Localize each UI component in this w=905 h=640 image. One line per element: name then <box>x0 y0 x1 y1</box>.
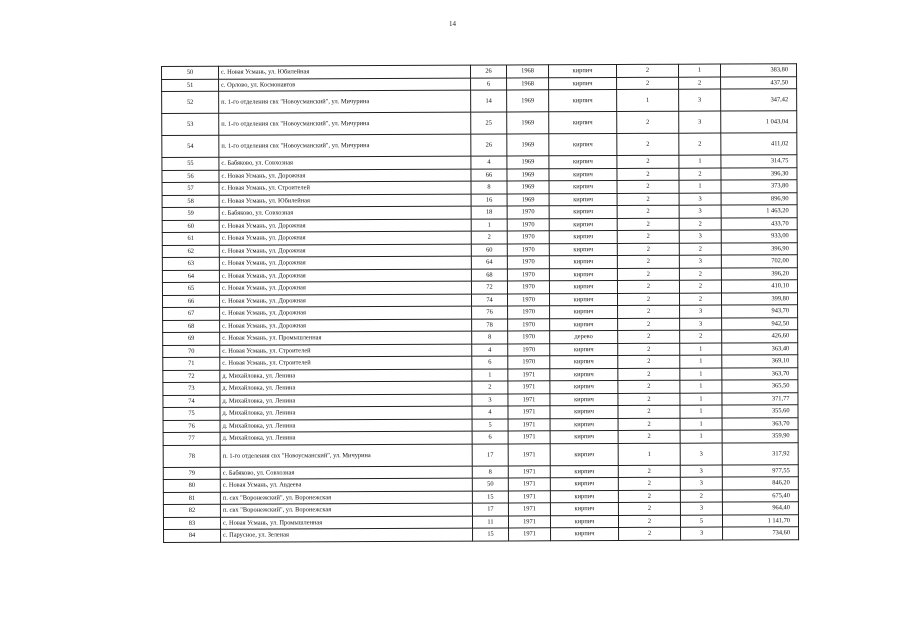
row-number-cell: 61 <box>162 232 219 245</box>
year-cell: 1970 <box>507 243 549 256</box>
entrances-cell: 3 <box>679 230 721 243</box>
area-cell: 399,80 <box>721 292 797 305</box>
area-cell: 363,70 <box>722 417 798 430</box>
house-number-cell: 15 <box>473 528 509 541</box>
area-cell: 363,40 <box>722 342 798 355</box>
row-number-cell: 59 <box>162 207 219 220</box>
address-cell: с. Новая Усмань, ул. Строителей <box>220 356 472 370</box>
address-cell: с. Новая Усмань, ул. Дорожная <box>219 244 471 258</box>
row-number-cell: 55 <box>162 157 219 170</box>
entrances-cell: 3 <box>680 305 722 318</box>
floors-cell: 2 <box>617 193 679 206</box>
area-cell: 1 463,20 <box>721 205 797 218</box>
area-cell: 964,40 <box>722 502 798 515</box>
material-cell: кирпич <box>549 293 617 306</box>
row-number-cell: 58 <box>162 195 219 208</box>
year-cell: 1970 <box>507 206 549 219</box>
floors-cell: 2 <box>617 280 679 293</box>
year-cell: 1970 <box>507 268 549 281</box>
entrances-cell: 1 <box>679 155 721 168</box>
house-number-cell: 2 <box>472 381 508 394</box>
house-number-cell: 26 <box>471 134 507 156</box>
material-cell: кирпич <box>551 528 619 541</box>
material-cell: кирпич <box>550 503 618 516</box>
entrances-cell: 3 <box>680 477 722 490</box>
year-cell: 1971 <box>508 490 550 503</box>
floors-cell: 2 <box>618 502 680 515</box>
house-number-cell: 8 <box>472 465 508 478</box>
address-cell: с. Новая Усмань, ул. Промышленная <box>220 331 472 345</box>
year-cell: 1971 <box>508 515 550 528</box>
area-cell: 363,70 <box>722 367 798 380</box>
address-cell: д. Михайловка, ул. Ленина <box>220 394 472 408</box>
area-cell: 734,60 <box>723 527 799 540</box>
year-cell: 1970 <box>508 306 550 319</box>
address-cell: с. Бабяково, ул. Совхозная <box>219 206 471 220</box>
row-number-cell: 50 <box>162 66 219 79</box>
row-number-cell: 57 <box>162 182 219 195</box>
area-cell: 369,10 <box>722 355 798 368</box>
entrances-cell: 3 <box>680 318 722 331</box>
row-number-cell: 83 <box>163 517 220 530</box>
row-number-cell: 69 <box>163 332 220 345</box>
entrances-cell: 2 <box>679 218 721 231</box>
house-number-cell: 4 <box>471 156 507 169</box>
area-cell: 359,90 <box>722 430 798 443</box>
entrances-cell: 3 <box>679 255 721 268</box>
floors-cell: 2 <box>618 490 680 503</box>
house-number-cell: 26 <box>470 65 506 78</box>
floors-cell: 2 <box>617 293 679 306</box>
house-number-cell: 68 <box>471 268 507 281</box>
row-number-cell: 52 <box>162 91 219 113</box>
area-cell: 437,50 <box>721 76 797 89</box>
row-number-cell: 66 <box>162 295 219 308</box>
year-cell: 1970 <box>507 281 549 294</box>
floors-cell: 2 <box>618 343 680 356</box>
house-number-cell: 14 <box>471 90 507 112</box>
house-number-cell: 3 <box>472 393 508 406</box>
year-cell: 1970 <box>508 331 550 344</box>
area-cell: 410,10 <box>721 280 797 293</box>
year-cell: 1970 <box>507 231 549 244</box>
entrances-cell: 2 <box>679 280 721 293</box>
house-number-cell: 74 <box>471 293 507 306</box>
material-cell: кирпич <box>549 206 617 219</box>
area-cell: 383,80 <box>720 64 796 77</box>
house-number-cell: 18 <box>471 206 507 219</box>
address-cell: с. Новая Усмань, ул. Дорожная <box>219 169 471 183</box>
material-cell: кирпич <box>550 356 618 369</box>
entrances-cell: 2 <box>679 168 721 181</box>
table-body <box>162 64 799 542</box>
address-cell: с. Новая Усмань, ул. Авдеева <box>220 478 472 492</box>
entrances-cell: 3 <box>679 193 721 206</box>
entrances-cell: 2 <box>680 490 722 503</box>
address-cell: с. Новая Усмань, ул. Дорожная <box>220 319 472 333</box>
address-cell: п. 1-го отделения свх "Новоусманский", ул. Мичурина <box>219 134 471 157</box>
entrances-cell: 1 <box>680 393 722 406</box>
house-number-cell: 17 <box>472 503 508 516</box>
row-number-cell: 76 <box>163 420 220 433</box>
address-cell: с. Орлово, ул. Космонавтов <box>219 78 471 92</box>
row-number-cell: 53 <box>162 113 219 135</box>
row-number-cell: 81 <box>163 492 220 505</box>
area-cell: 396,30 <box>721 167 797 180</box>
area-cell: 373,80 <box>721 180 797 193</box>
area-cell: 896,90 <box>721 192 797 205</box>
year-cell: 1970 <box>507 256 549 269</box>
area-cell: 396,20 <box>721 267 797 280</box>
material-cell: кирпич <box>550 490 618 503</box>
house-number-cell: 5 <box>472 418 508 431</box>
year-cell: 1971 <box>508 406 550 419</box>
house-number-cell: 4 <box>472 406 508 419</box>
year-cell: 1971 <box>508 418 550 431</box>
material-cell: кирпич <box>549 256 617 269</box>
house-number-cell: 2 <box>471 231 507 244</box>
floors-cell: 2 <box>618 477 680 490</box>
material-cell: кирпич <box>550 515 618 528</box>
house-number-cell: 6 <box>472 356 508 369</box>
entrances-cell: 3 <box>679 205 721 218</box>
address-cell: с. Новая Усмань, ул. Дорожная <box>219 256 471 270</box>
address-cell: с. Новая Усмань, ул. Дорожная <box>219 231 471 245</box>
row-number-cell: 75 <box>163 407 220 420</box>
address-cell: п. 1-го отделения свх "Новоусманский", ул. Мичурина <box>219 90 471 113</box>
material-cell: кирпич <box>550 393 618 406</box>
floors-cell: 1 <box>618 443 680 465</box>
material-cell: кирпич <box>550 318 618 331</box>
floors-cell: 2 <box>617 205 679 218</box>
material-cell: кирпич <box>550 465 618 478</box>
row-number-cell: 51 <box>162 79 219 92</box>
material-cell: кирпич <box>550 478 618 491</box>
address-cell: с. Новая Усмань, ул. Дорожная <box>219 219 471 233</box>
entrances-cell: 2 <box>679 77 721 90</box>
address-cell: д. Михайловка, ул. Ленина <box>220 431 472 445</box>
area-cell: 317,92 <box>722 442 798 464</box>
floors-cell: 2 <box>617 111 679 133</box>
year-cell: 1970 <box>508 343 550 356</box>
year-cell: 1968 <box>506 65 548 78</box>
year-cell: 1971 <box>508 503 550 516</box>
entrances-cell: 1 <box>680 430 722 443</box>
floors-cell: 2 <box>617 268 679 281</box>
material-cell: кирпич <box>549 134 617 156</box>
row-number-cell: 84 <box>164 529 221 542</box>
row-number-cell: 71 <box>163 357 220 370</box>
year-cell: 1969 <box>507 134 549 156</box>
house-number-cell: 17 <box>472 443 508 465</box>
entrances-cell: 3 <box>680 465 722 478</box>
material-cell: кирпич <box>549 231 617 244</box>
address-cell: с. Бабяково, ул. Совхозная <box>219 156 471 170</box>
floors-cell: 2 <box>618 355 680 368</box>
house-number-cell: 25 <box>471 112 507 134</box>
floors-cell: 2 <box>618 318 680 331</box>
house-number-cell: 16 <box>471 193 507 206</box>
area-cell: 411,02 <box>721 133 797 155</box>
year-cell: 1971 <box>508 431 550 444</box>
table-row <box>162 111 797 136</box>
address-cell: с. Бабяково, ул. Совхозная <box>220 466 472 480</box>
address-cell: д. Михайловка, ул. Ленина <box>220 419 472 433</box>
entrances-cell: 1 <box>678 64 720 77</box>
row-number-cell: 82 <box>163 504 220 517</box>
floors-cell: 2 <box>618 305 680 318</box>
year-cell: 1971 <box>508 478 550 491</box>
floors-cell: 2 <box>617 77 679 90</box>
year-cell: 1970 <box>508 356 550 369</box>
floors-cell: 2 <box>618 418 680 431</box>
address-cell: с. Новая Усмань, ул. Промышленная <box>220 516 472 530</box>
table-row <box>164 527 799 542</box>
entrances-cell: 1 <box>680 380 722 393</box>
entrances-cell: 1 <box>680 343 722 356</box>
page-number: 14 <box>449 20 456 28</box>
entrances-cell: 1 <box>680 355 722 368</box>
row-number-cell: 63 <box>162 257 219 270</box>
floors-cell: 2 <box>618 405 680 418</box>
entrances-cell: 1 <box>680 418 722 431</box>
floors-cell: 2 <box>618 465 680 478</box>
row-number-cell: 62 <box>162 245 219 258</box>
area-cell: 355,60 <box>722 405 798 418</box>
material-cell: кирпич <box>550 343 618 356</box>
year-cell: 1969 <box>507 112 549 134</box>
address-cell: д. Михайловка, ул. Ленина <box>220 381 472 395</box>
row-number-cell: 70 <box>163 345 220 358</box>
area-cell: 396,90 <box>721 242 797 255</box>
row-number-cell: 74 <box>163 395 220 408</box>
area-cell: 365,50 <box>722 380 798 393</box>
year-cell: 1969 <box>507 156 549 169</box>
year-cell: 1970 <box>507 293 549 306</box>
floors-cell: 2 <box>618 393 680 406</box>
floors-cell: 2 <box>617 133 679 155</box>
floors-cell: 2 <box>617 155 679 168</box>
address-cell: с. Парусное, ул. Зеленая <box>221 528 473 542</box>
table-row <box>162 89 797 114</box>
year-cell: 1969 <box>507 90 549 112</box>
area-cell: 347,42 <box>721 89 797 111</box>
entrances-cell: 2 <box>680 330 722 343</box>
entrances-cell: 3 <box>679 111 721 133</box>
row-number-cell: 72 <box>163 370 220 383</box>
material-cell: кирпич <box>550 368 618 381</box>
year-cell: 1971 <box>509 528 551 541</box>
material-cell: кирпич <box>549 268 617 281</box>
entrances-cell: 2 <box>679 268 721 281</box>
entrances-cell: 2 <box>679 293 721 306</box>
material-cell: кирпич <box>550 306 618 319</box>
area-cell: 702,00 <box>721 255 797 268</box>
floors-cell: 2 <box>616 64 678 77</box>
material-cell: кирпич <box>549 156 617 169</box>
address-cell: с. Новая Усмань, ул. Дорожная <box>219 269 471 283</box>
table-row <box>162 133 797 158</box>
floors-cell: 1 <box>617 89 679 111</box>
year-cell: 1970 <box>508 318 550 331</box>
address-cell: с. Новая Усмань, ул. Строителей <box>220 344 472 358</box>
floors-cell: 2 <box>617 255 679 268</box>
floors-cell: 2 <box>618 380 680 393</box>
house-number-cell: 76 <box>472 306 508 319</box>
area-cell: 1 141,70 <box>722 514 798 527</box>
address-cell: п. свх "Воронежский", ул. Воронежская <box>220 503 472 517</box>
address-cell: п. 1-го отделения свх "Новоусманский", ул. Мичурина <box>220 444 472 467</box>
address-cell: п. 1-го отделения свх "Новоусманский", ул. Мичурина <box>219 112 471 135</box>
table-row <box>163 442 798 467</box>
entrances-cell: 5 <box>680 515 722 528</box>
area-cell: 977,55 <box>722 464 798 477</box>
address-cell: с. Новая Усмань, ул. Дорожная <box>219 294 471 308</box>
material-cell: кирпич <box>549 181 617 194</box>
entrances-cell: 3 <box>681 527 723 540</box>
floors-cell: 2 <box>617 180 679 193</box>
house-number-cell: 60 <box>471 243 507 256</box>
address-cell: с. Новая Усмань, ул. Юбилейная <box>219 65 471 79</box>
area-cell: 933,00 <box>721 230 797 243</box>
row-number-cell: 79 <box>163 467 220 480</box>
year-cell: 1971 <box>508 443 550 465</box>
entrances-cell: 1 <box>680 405 722 418</box>
address-cell: п. свх "Воронежский", ул. Воронежская <box>220 491 472 505</box>
house-number-cell: 72 <box>471 281 507 294</box>
house-number-cell: 6 <box>472 431 508 444</box>
row-number-cell: 68 <box>163 320 220 333</box>
house-number-cell: 64 <box>471 256 507 269</box>
row-number-cell: 77 <box>163 432 220 445</box>
house-number-cell: 15 <box>472 490 508 503</box>
house-number-cell: 11 <box>472 515 508 528</box>
floors-cell: 2 <box>618 368 680 381</box>
material-cell: кирпич <box>549 218 617 231</box>
material-cell: кирпич <box>550 381 618 394</box>
year-cell: 1971 <box>508 393 550 406</box>
floors-cell: 2 <box>619 527 681 540</box>
row-number-cell: 64 <box>162 270 219 283</box>
floors-cell: 2 <box>618 515 680 528</box>
material-cell: кирпич <box>549 77 617 90</box>
address-cell: д. Михайловка, ул. Ленина <box>220 406 472 420</box>
entrances-cell: 2 <box>679 133 721 155</box>
entrances-cell: 3 <box>680 443 722 465</box>
entrances-cell: 3 <box>679 89 721 111</box>
address-cell: с. Новая Усмань, ул. Юбилейная <box>219 194 471 208</box>
house-number-cell: 50 <box>472 478 508 491</box>
house-number-cell: 1 <box>471 218 507 231</box>
address-cell: с. Новая Усмань, ул. Строителей <box>219 181 471 195</box>
material-cell: кирпич <box>549 90 617 112</box>
year-cell: 1971 <box>508 368 550 381</box>
year-cell: 1968 <box>507 77 549 90</box>
material-cell: кирпич <box>549 112 617 134</box>
house-number-cell: 6 <box>471 77 507 90</box>
entrances-cell: 1 <box>680 368 722 381</box>
material-cell: кирпич <box>550 443 618 465</box>
row-number-cell: 78 <box>163 445 220 467</box>
material-cell: кирпич <box>550 431 618 444</box>
year-cell: 1970 <box>507 218 549 231</box>
year-cell: 1971 <box>508 381 550 394</box>
floors-cell: 2 <box>617 218 679 231</box>
material-cell: дерево <box>550 331 618 344</box>
area-cell: 675,40 <box>722 489 798 502</box>
material-cell: кирпич <box>549 243 617 256</box>
house-number-cell: 66 <box>471 168 507 181</box>
floors-cell: 2 <box>617 168 679 181</box>
entrances-cell: 1 <box>679 180 721 193</box>
address-cell: с. Новая Усмань, ул. Дорожная <box>220 306 472 320</box>
area-cell: 314,75 <box>721 155 797 168</box>
year-cell: 1969 <box>507 168 549 181</box>
year-cell: 1971 <box>508 465 550 478</box>
house-number-cell: 8 <box>472 331 508 344</box>
address-cell: с. Новая Усмань, ул. Дорожная <box>219 281 471 295</box>
floors-cell: 2 <box>617 230 679 243</box>
area-cell: 426,60 <box>722 330 798 343</box>
material-cell: кирпич <box>549 168 617 181</box>
area-cell: 1 043,04 <box>721 111 797 133</box>
entrances-cell: 3 <box>680 502 722 515</box>
house-number-cell: 8 <box>471 181 507 194</box>
material-cell: кирпич <box>549 281 617 294</box>
area-cell: 943,70 <box>722 305 798 318</box>
floors-cell: 2 <box>618 330 680 343</box>
house-number-cell: 78 <box>472 318 508 331</box>
row-number-cell: 80 <box>163 479 220 492</box>
year-cell: 1969 <box>507 193 549 206</box>
area-cell: 371,77 <box>722 392 798 405</box>
row-number-cell: 65 <box>162 282 219 295</box>
year-cell: 1969 <box>507 181 549 194</box>
row-number-cell: 54 <box>162 135 219 157</box>
material-cell: кирпич <box>550 406 618 419</box>
row-number-cell: 56 <box>162 170 219 183</box>
area-cell: 942,50 <box>722 317 798 330</box>
area-cell: 433,70 <box>721 217 797 230</box>
address-cell: д. Михайловка, ул. Ленина <box>220 369 472 383</box>
row-number-cell: 67 <box>163 307 220 320</box>
material-cell: кирпич <box>549 193 617 206</box>
floors-cell: 2 <box>617 243 679 256</box>
material-cell: кирпич <box>548 65 616 78</box>
house-number-cell: 4 <box>472 343 508 356</box>
floors-cell: 2 <box>618 430 680 443</box>
area-cell: 846,20 <box>722 477 798 490</box>
material-cell: кирпич <box>550 418 618 431</box>
house-number-cell: 1 <box>472 368 508 381</box>
row-number-cell: 60 <box>162 220 219 233</box>
row-number-cell: 73 <box>163 382 220 395</box>
housing-table <box>161 63 799 542</box>
entrances-cell: 2 <box>679 243 721 256</box>
